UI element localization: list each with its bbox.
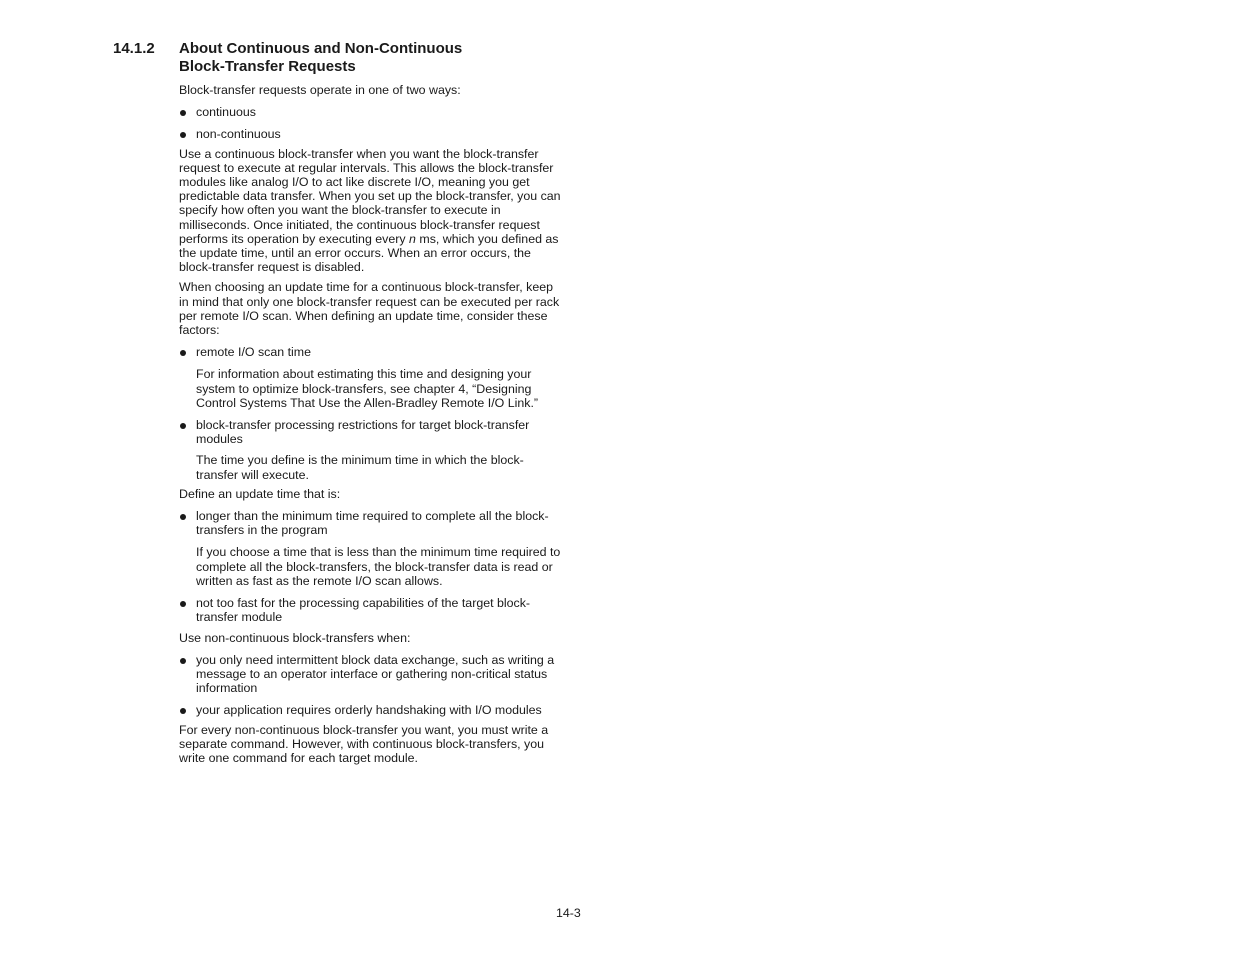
page-number: 14-3 [556,906,581,920]
list-item-text: remote I/O scan time [196,345,311,360]
list-item-non-continuous [179,127,564,141]
section-title-line2: Block-Transfer Requests [179,58,356,75]
list-item-text: you only need intermittent block data exchange, such as writing a message to an operator interface or gathering non-critical status information [196,652,555,696]
continuous-paragraph-part2: ms, which you defined as the update time, until an error occurs. When an error occurs, the block-transfer request is disabled. [179,231,559,275]
list-item-handshaking [179,703,564,717]
variable-n: n [409,231,416,246]
continuous-paragraph [179,147,564,275]
list-item-text: non-continuous [196,127,281,142]
list-item-intermittent [179,653,564,696]
bullet-icon [180,350,186,356]
bullet-icon [180,110,186,116]
define-longer-note: If you choose a time that is less than the minimum time required to complete all the block-transfers, the block-transfer data is read or written as fast as the remote I/O scan allows. [196,545,561,588]
list-item-continuous [179,105,564,119]
bullet-icon [180,601,186,607]
closing-paragraph: For every non-continuous block-transfer you want, you must write a separate command. However, with continuous block-transfers, you write one command for each target module. [179,722,549,765]
define-paragraph: Define an update time that is: [179,486,341,501]
non-continuous-intro: Use non-continuous block-transfers when: [179,630,411,645]
section-title-line1: About Continuous and Non-Continuous [179,40,463,57]
factor-restrictions-note: The time you define is the minimum time in which the block-transfer will execute. [196,453,524,482]
factor-scan-time-note: For information about estimating this time and designing your system to optimize block-transfers, see chapter 4, “Designing Control Systems That Use the Allen-Bradley Remote I/O Link.” [196,367,539,410]
continuous-paragraph-part1: Use a continuous block-transfer when you want the block-transfer request to execute at regular intervals. This allows the block-transfer modules like analog I/O to act like discrete I/O, meaning you get predictable data transfer. When you set up the block-transfer, you can specify how often you want the block-transfer to execute in milliseconds. Once initiated, the continuous block-transfer request performs its operation by executing every [179,146,561,246]
list-item-text: your application requires orderly handshaking with I/O modules [196,703,542,718]
list-item-factor-restrictions [179,418,564,446]
bullet-icon [180,132,186,138]
bullet-icon [180,708,186,714]
section-number: 14.1.2 [113,40,155,57]
bullet-icon [180,514,186,520]
section-body [179,83,564,765]
list-item-define-not-too-fast [179,596,564,624]
list-item-text: continuous [196,105,256,120]
section-title [179,40,579,76]
update-time-paragraph: When choosing an update time for a continuous block-transfer, keep in mind that only one block-transfer request can be executed per rack per remote I/O scan. When defining an update time, consider these factors: [179,280,560,338]
list-item-factor-scan-time [179,345,564,359]
list-item-define-longer [179,509,564,537]
intro-paragraph: Block-transfer requests operate in one of two ways: [179,83,461,97]
list-item-text: longer than the minimum time required to complete all the block-transfers in the program [196,509,549,538]
bullet-icon [180,658,186,664]
list-item-text: block-transfer processing restrictions for target block-transfer modules [196,418,530,447]
list-item-text: not too fast for the processing capabilities of the target block-transfer module [196,596,531,625]
bullet-icon [180,423,186,429]
